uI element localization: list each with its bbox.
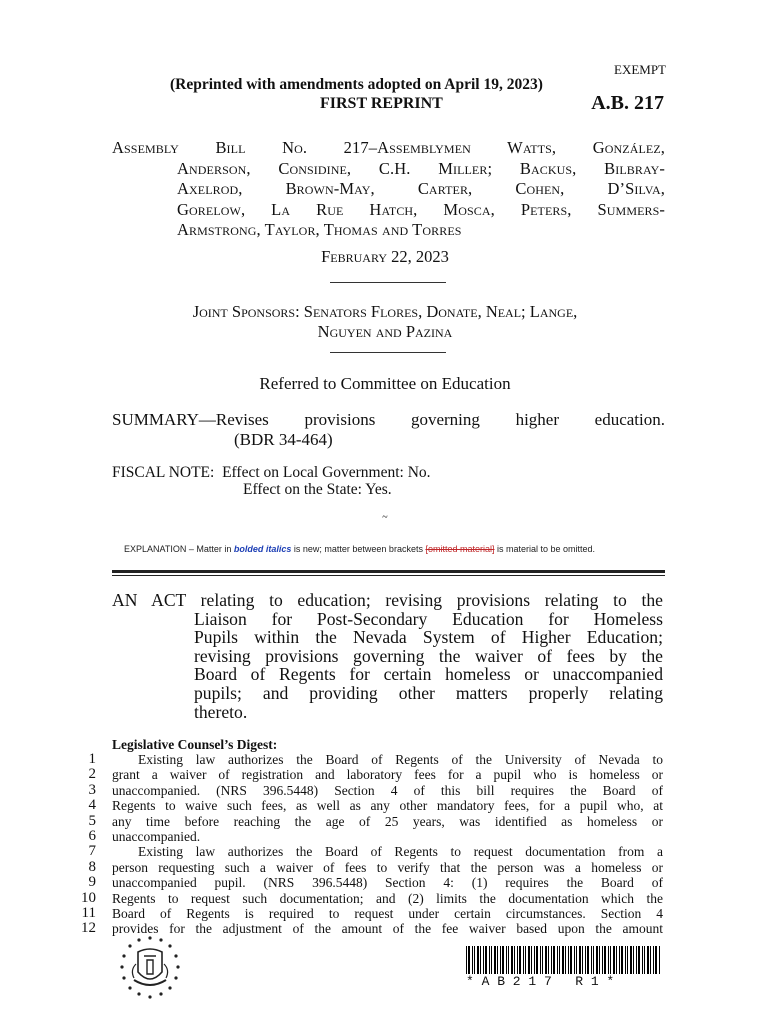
act-line: thereto.	[194, 701, 248, 722]
barcode-label: * A B 2 1 7 R 1 *	[466, 974, 615, 989]
line-number: 11	[81, 905, 96, 922]
act-line: Liaison for Post-Secondary Education for Homeless	[194, 608, 663, 629]
line-number: 3	[88, 781, 96, 798]
sponsors-line: Nguyen and Pazina	[317, 322, 453, 341]
act-title	[112, 591, 663, 721]
fiscal-note-local: FISCAL NOTE: Effect on Local Government: No.	[112, 464, 431, 481]
summary	[112, 410, 665, 450]
act-line: pupils; and providing other matters properly relating	[194, 682, 663, 703]
bill-number: A.B. 217	[591, 92, 664, 114]
introduction-date: February 22, 2023	[321, 247, 449, 266]
digest-line: Board of Regents is required to request under certain circumstances. Section 4	[112, 906, 663, 922]
line-number: 5	[88, 812, 96, 829]
bill-title	[112, 138, 665, 241]
digest-heading: Legislative Counsel’s Digest:	[112, 737, 278, 752]
digest-line: Existing law authorizes the Board of Regents to request documentation from a	[138, 844, 663, 860]
nevada-state-seal-icon	[114, 934, 186, 1002]
digest-line: Existing law authorizes the Board of Regents of the University of Nevada to	[138, 752, 663, 767]
digest-line: Regents to request such documentation; and (2) limits the documentation which the	[112, 890, 663, 906]
joint-sponsors	[0, 302, 770, 342]
explanation-prefix: EXPLANATION – Matter in	[124, 544, 234, 554]
digest-line: Regents to waive such fees, as well as any other mandatory fees, for a pupil who, at	[112, 798, 663, 814]
explanation-note	[124, 544, 595, 554]
act-line: revising provisions governing the waiver of fees by the	[194, 645, 663, 666]
line-number: 2	[88, 766, 96, 783]
sponsors-line: Joint Sponsors: Senators Flores, Donate, Neal; Lange,	[192, 302, 578, 321]
bdr-number: (BDR 34-464)	[234, 430, 333, 449]
act-line: Board of Regents for certain homeless or unaccompanied	[194, 664, 663, 685]
explanation-suffix: is material to be omitted.	[494, 544, 596, 554]
bill-title-line: Anderson, Considine, C.H. Miller; Backus, Bilbray-	[177, 158, 665, 178]
explanation-omitted: [omitted material]	[425, 544, 495, 554]
summary-text: SUMMARY—Revises provisions governing higher education.	[112, 410, 665, 429]
first-reprint-label: FIRST REPRINT	[320, 95, 443, 112]
digest-line: unaccompanied pupil. (NRS 396.5448) Section 4: (1) requires the Board of	[112, 875, 663, 891]
explanation-middle: is new; matter between brackets	[291, 544, 426, 554]
line-number: 7	[88, 843, 96, 860]
double-rule-thin	[112, 575, 665, 576]
fiscal-note-state: Effect on the State: Yes.	[243, 481, 392, 498]
digest-line: unaccompanied.	[112, 829, 201, 845]
line-numbers	[80, 752, 96, 937]
digest-line: provides for the adjustment of the amount of the fee waiver based upon the amount	[112, 921, 663, 937]
digest-body	[112, 752, 663, 937]
referred-to-committee: Referred to Committee on Education	[259, 374, 511, 393]
digest-line: any time before reaching the age of 25 years, was identified as homeless or	[112, 813, 663, 829]
fiscal-note	[112, 464, 431, 498]
line-number: 8	[88, 858, 96, 875]
bill-title-line: Gorelow, La Rue Hatch, Mosca, Peters, Summers-	[177, 199, 665, 219]
explanation-bolded-italics: bolded italics	[233, 544, 292, 554]
digest-line: person requesting such a waiver of fees to verify that the person was a homeless or	[112, 859, 663, 875]
bill-title-line: Armstrong, Taylor, Thomas and Torres	[177, 220, 462, 239]
tilde-mark: ~	[382, 512, 388, 523]
line-number: 4	[88, 797, 96, 814]
digest-line: unaccompanied. (NRS 396.5448) Section 4 of this bill requires the Board of	[112, 782, 663, 798]
bill-title-line: Axelrod, Brown-May, Carter, Cohen, D’Silva,	[177, 179, 665, 198]
act-line: Pupils within the Nevada System of Higher Education;	[194, 627, 663, 648]
separator-line	[330, 282, 446, 283]
line-number: 1	[88, 751, 96, 767]
act-line: AN ACT relating to education; revising provisions relating to the	[112, 590, 663, 610]
line-number: 12	[81, 920, 96, 937]
line-number: 10	[81, 889, 96, 906]
exempt-label: EXEMPT	[614, 62, 666, 77]
barcode-icon	[466, 946, 662, 974]
separator-line	[330, 352, 446, 353]
reprint-notice: (Reprinted with amendments adopted on April 19, 2023)	[170, 76, 543, 93]
digest-line: grant a waiver of registration and laboratory fees for a pupil who is homeless or	[112, 767, 663, 783]
bill-title-line: Assembly Bill No. 217–Assemblymen Watts, González,	[112, 138, 665, 157]
line-number: 9	[88, 874, 96, 891]
double-rule-thick	[112, 570, 665, 573]
line-number: 6	[88, 828, 96, 845]
